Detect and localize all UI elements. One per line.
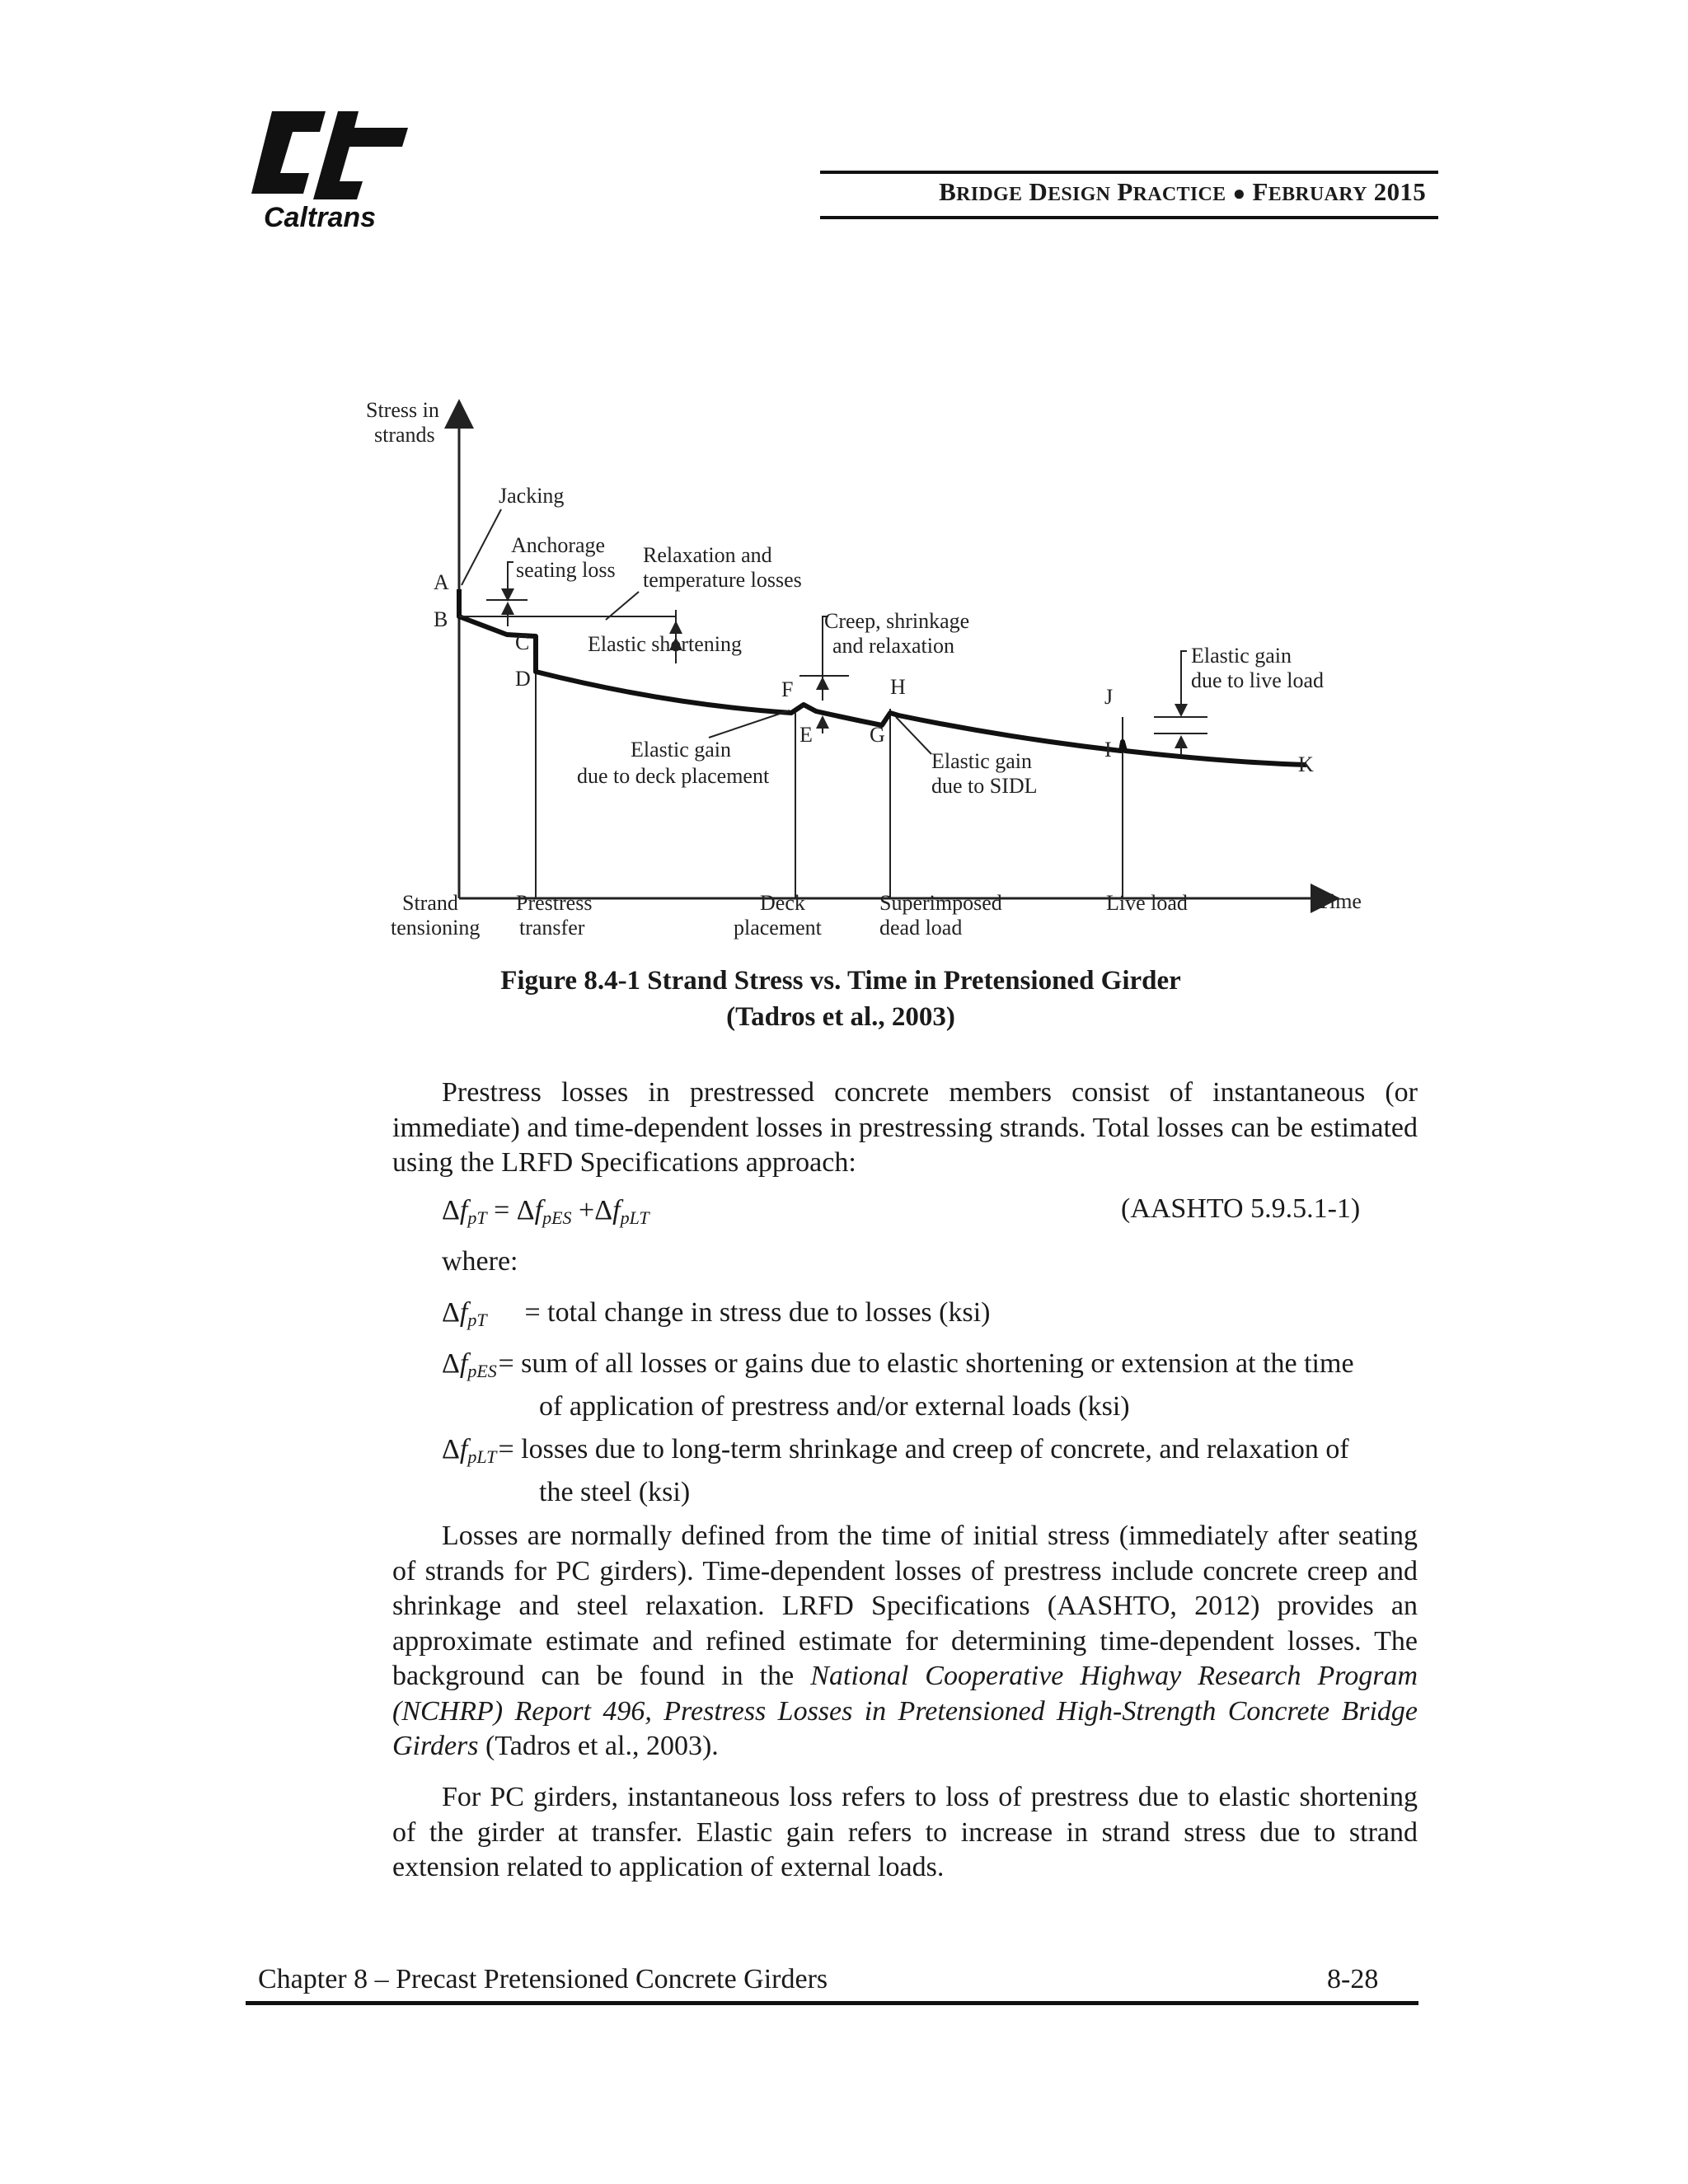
equation-reference: (AASHTO 5.9.5.1-1): [1121, 1193, 1361, 1224]
strand-stress-diagram: [354, 387, 1385, 964]
paragraph-2: Losses are normally defined from the time of initial stress (immediately after seating of strands for PC girders). Time-dependent losses of prestress include concrete creep and shrinkage and steel relaxation. LRFD Specifications (AASHTO, 2012) provides an approximate estimate and refined estimate for determining time-dependent losses. The background can be found in the National Cooperative Highway Research Program (NCHRP) Report 496, Prestress Losses in Pretensioned High-Strength Concrete Bridge Girders (Tadros et al., 2003).: [392, 1521, 1418, 1761]
svg-text:Deck: Deck: [760, 891, 805, 915]
svg-text:Elastic shortening: Elastic shortening: [588, 632, 743, 656]
paragraph-1: Prestress losses in prestressed concrete members consist of instantaneous (or immediate) and time-dependent losses in prestressing strands. Total losses can be estimated using the LRFD Specifications approach:: [392, 1077, 1418, 1178]
point-h: H: [890, 675, 906, 699]
point-i: I: [1104, 738, 1112, 762]
definition-delta-fplt: $\Delta f_{pLT}$ = losses due to long-term shrinkage and creep of concrete, and relaxation of the steel (ksi): [442, 1434, 1349, 1507]
svg-text:due to live load: due to live load: [1191, 668, 1325, 692]
svg-text:due to deck placement: due to deck placement: [577, 764, 770, 788]
definition-delta-fpt: $\Delta f_{pT}$ = total change in stress due to losses (ksi): [442, 1297, 991, 1330]
svg-text:Relaxation and: Relaxation and: [643, 543, 772, 567]
svg-text:Strand: Strand: [402, 891, 458, 915]
svg-text:temperature losses: temperature losses: [643, 568, 802, 592]
point-j: J: [1104, 685, 1114, 709]
svg-text:Elastic gain: Elastic gain: [1191, 644, 1292, 668]
point-k: K: [1298, 752, 1314, 776]
point-c: C: [515, 630, 530, 654]
svg-text:Superimposed: Superimposed: [879, 891, 1002, 915]
figure-caption-line2: (Tadros et al., 2003): [726, 1002, 955, 1032]
figure-caption-line1: Figure 8.4-1 Strand Stress vs. Time in Pretensioned Girder: [500, 966, 1181, 996]
footer-chapter: Chapter 8 – Precast Pretensioned Concrete Girders: [258, 1964, 828, 1994]
page-number: 8-28: [1327, 1964, 1379, 1994]
point-f: F: [781, 677, 794, 701]
svg-text:Elastic gain: Elastic gain: [631, 738, 732, 762]
logo-wordmark: Caltrans: [264, 202, 377, 231]
point-b: B: [434, 607, 448, 631]
running-header: BRIDGE DESIGN PRACTICE ● FEBRUARY 2015: [939, 177, 1426, 206]
svg-text:Elastic gain: Elastic gain: [931, 749, 1033, 773]
svg-text:Creep, shrinkage: Creep, shrinkage: [824, 609, 970, 633]
header-rule-top: [820, 171, 1438, 174]
svg-text:Live load: Live load: [1106, 891, 1188, 915]
svg-text:Anchorage: Anchorage: [511, 533, 606, 557]
x-axis-label: Time: [1317, 889, 1362, 913]
caltrans-logo: [247, 107, 412, 231]
svg-text:Jacking: Jacking: [499, 484, 565, 508]
bullet: ●: [1232, 181, 1246, 205]
point-a: A: [434, 570, 449, 594]
definition-delta-fpes: $\Delta f_{pES}$ = sum of all losses or gains due to elastic shortening or extension at the time of application of prestress and/or external loads (ksi): [442, 1348, 1354, 1422]
where-label: where:: [442, 1246, 518, 1277]
y-axis-label-1: Stress in: [366, 398, 439, 422]
svg-text:and relaxation: and relaxation: [832, 634, 954, 658]
point-g: G: [870, 723, 885, 747]
figure-caption: [247, 963, 1434, 1035]
svg-text:dead load: dead load: [879, 916, 963, 940]
header-rule-bottom: [820, 216, 1438, 219]
svg-text:seating loss: seating loss: [516, 558, 616, 582]
svg-text:Prestress: Prestress: [516, 891, 593, 915]
point-e: E: [799, 723, 813, 747]
paragraph-3: For PC girders, instantaneous loss refers to loss of prestress due to elastic shortening of the girder at transfer. Elastic gain refers to increase in strand stress due to strand extension related to application of external loads.: [392, 1782, 1418, 1882]
equation: $\Delta f_{pT} = \Delta f_{pES} +\Delta f_{pLT}$: [442, 1195, 649, 1228]
svg-text:placement: placement: [734, 916, 822, 940]
point-d: D: [515, 667, 531, 691]
footer-rule: [246, 2001, 1418, 2005]
svg-text:transfer: transfer: [519, 916, 585, 940]
svg-text:tensioning: tensioning: [391, 916, 481, 940]
svg-text:due to SIDL: due to SIDL: [931, 774, 1038, 798]
y-axis-label-2: strands: [374, 423, 435, 447]
